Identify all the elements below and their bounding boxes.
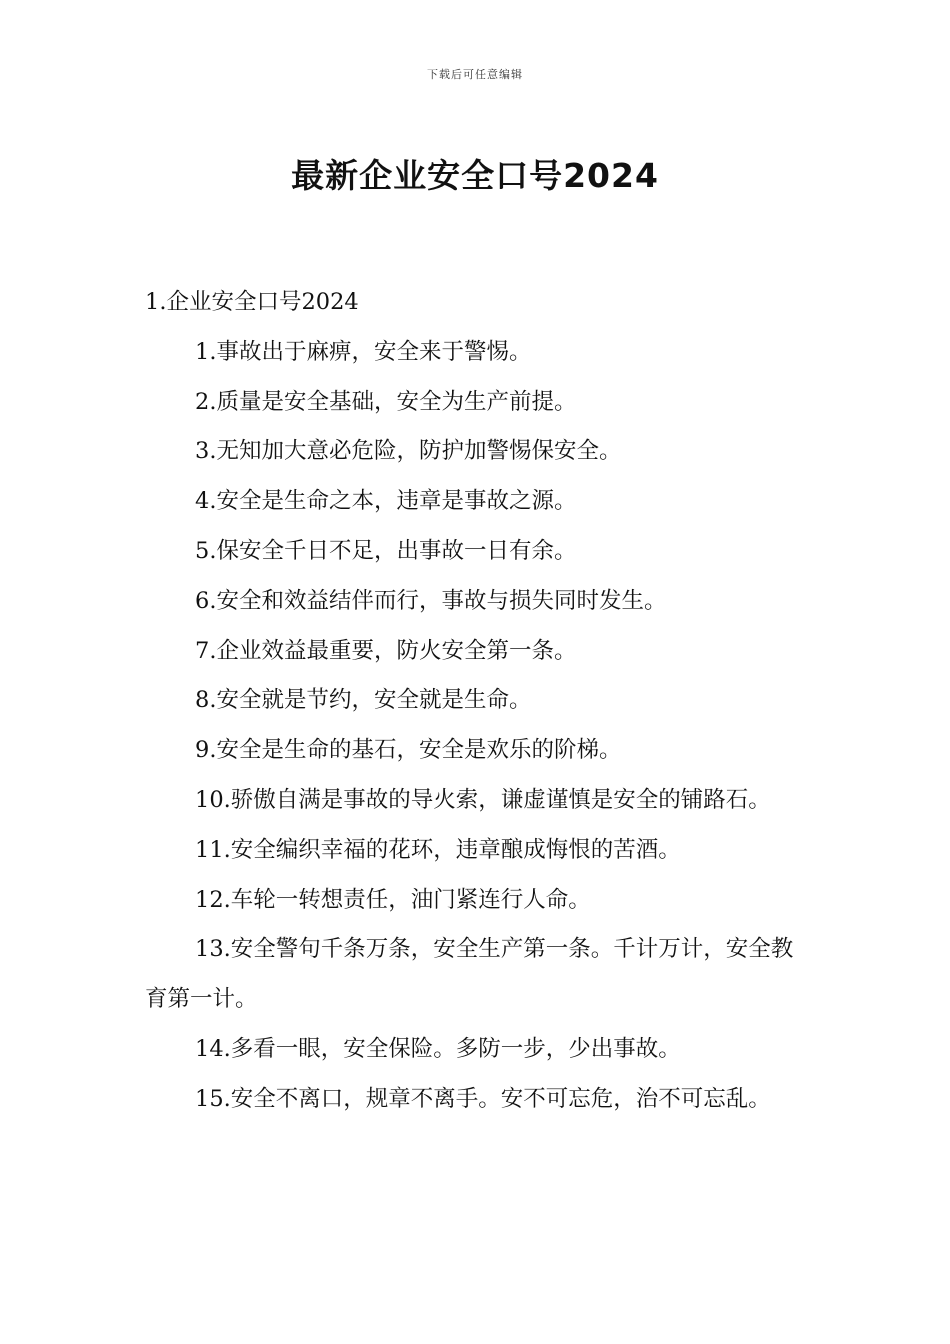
slogan-item: 10.骄傲自满是事故的导火索，谦虚谨慎是安全的铺路石。 xyxy=(195,786,771,813)
slogan-item: 15.安全不离口，规章不离手。安不可忘危，治不可忘乱。 xyxy=(195,1085,771,1112)
header-note: 下载后可任意编辑 xyxy=(427,68,523,81)
slogan-item: 8.安全就是节约，安全就是生命。 xyxy=(195,687,532,714)
slogan-item: 14.多看一眼，安全保险。多防一步，少出事故。 xyxy=(195,1035,681,1062)
slogan-item: 12.车轮一转想责任，油门紧连行人命。 xyxy=(195,886,591,913)
slogan-item: 13.安全警句千条万条，安全生产第一条。千计万计，安全教育第一计。 xyxy=(145,936,794,1013)
slogan-item: 11.安全编织幸福的花环，违章酿成悔恨的苦酒。 xyxy=(195,836,681,863)
slogan-item: 9.安全是生命的基石，安全是欢乐的阶梯。 xyxy=(195,737,622,764)
slogan-item: 6.安全和效益结伴而行，事故与损失同时发生。 xyxy=(195,587,667,614)
slogan-item: 3.无知加大意必危险，防护加警惕保安全。 xyxy=(195,438,622,465)
slogan-item: 5.保安全千日不足，出事故一日有余。 xyxy=(195,537,577,564)
slogan-item: 2.质量是安全基础，安全为生产前提。 xyxy=(195,388,577,415)
slogan-list xyxy=(145,328,810,1125)
slogan-item: 4.安全是生命之本，违章是事故之源。 xyxy=(195,488,577,515)
slogan-item: 1.事故出于麻痹，安全来于警惕。 xyxy=(195,338,532,365)
section-heading: 1.企业安全口号2024 xyxy=(145,289,359,315)
slogan-item: 7.企业效益最重要，防火安全第一条。 xyxy=(195,637,577,664)
document-body xyxy=(145,278,810,1125)
document-title: 最新企业安全口号2024 xyxy=(291,156,659,196)
